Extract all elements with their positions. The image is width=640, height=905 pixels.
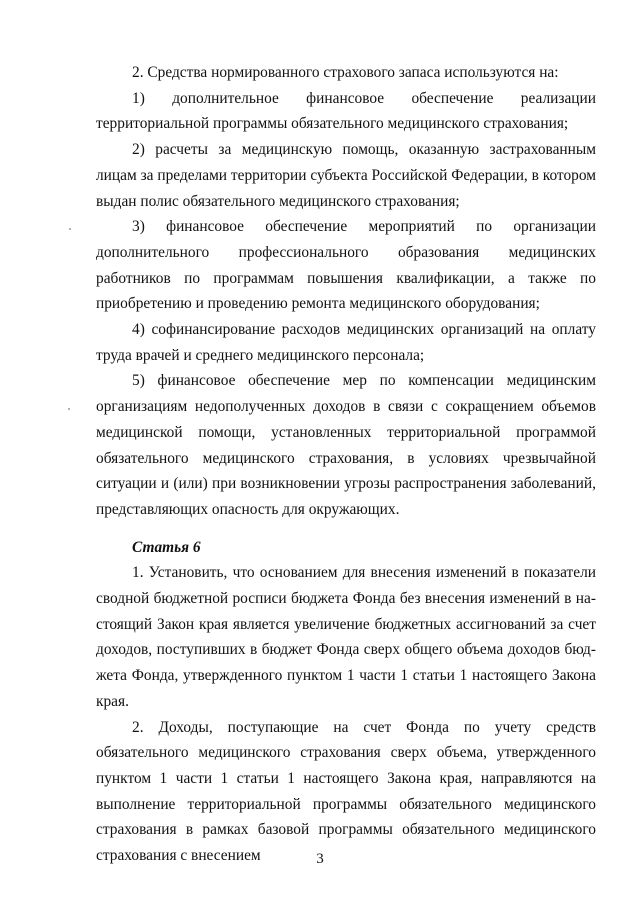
list-item-2: 2) расчеты за медицинскую помощь, оказанную застрахованным лицам за пределами территории субъекта Российской Федерации, в котором выдан полис обязательного медицинского страхования; <box>96 141 596 210</box>
article-heading: Статья 6 <box>132 538 201 556</box>
scan-speck <box>68 408 70 410</box>
list-item-1: 1) дополнительное финансовое обеспечение реализации территориальной программы обязательного медицинского страхования; <box>96 89 596 133</box>
paragraph-intro: 2. Средства нормированного страхового запаса используются на: <box>132 64 559 81</box>
scan-speck <box>69 228 71 230</box>
page-number: 3 <box>316 851 324 867</box>
list-item-5: 5) финансовое обеспечение мер по компенсации медицинским организациям недополученных доходов в связи с сокращением объемов медицинской помощи, установленных территориальной программой обязательного медицинского страхования, в условиях чрезвычайной ситуации и (или) при возникновении угрозы распространения заболеваний, представляющих опасность для окружающих. <box>96 372 596 518</box>
list-item-3: 3) финансовое обеспечение мероприятий по организации дополнительного профессионального образования медицинских работников по программам повышения квалификации, а также по приобретению и проведению ремонта медицинского оборудования; <box>96 218 596 313</box>
list-item-4: 4) софинансирование расходов медицинских организаций на оплату труда врачей и среднего медицинского персонала; <box>96 321 596 364</box>
article-6-paragraph-2: 2. Доходы, поступающие на счет Фонда по учету средств обязательного медицинского страхования сверх объема, утвержденного пунктом 1 части 1 статьи 1 настоящего Закона края, направляются на выполнение территориальной программы обязательного медицинского страхования в рамках базовой программы обязательного медицинского страхования с внесением <box>96 718 596 865</box>
document-body <box>96 60 596 869</box>
article-6-paragraph-1: 1. Установить, что основанием для внесения изменений в показатели сводной бюджетной росписи бюджета Фонда без внесения изменений в настоящий Закон края является увеличение бюджетных ассигнований за счет доходов, поступивших в бюджет Фонда сверх общего объема доходов бюджета Фонда, утвержденного пунктом 1 части 1 статьи 1 настоящего Закона края. <box>96 564 596 710</box>
